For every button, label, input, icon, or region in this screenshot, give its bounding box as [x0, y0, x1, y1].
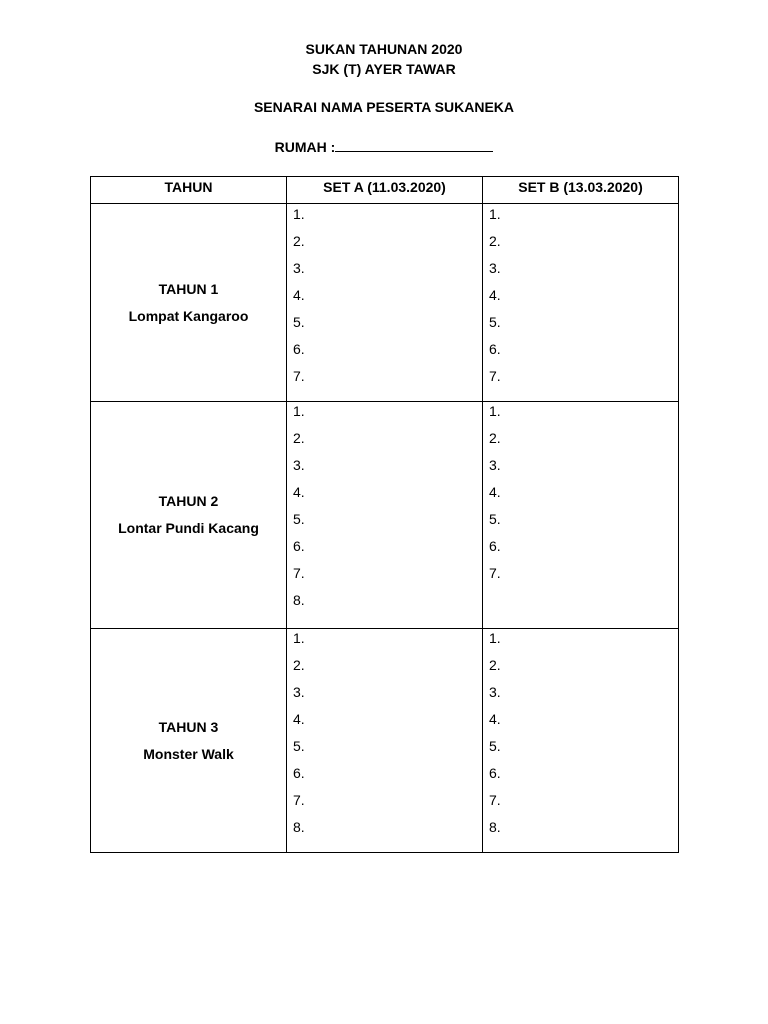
event-name: Lompat Kangaroo	[128, 307, 249, 324]
list-item: 4.	[489, 711, 501, 727]
list-item: 4.	[489, 484, 501, 500]
list-item: 7.	[293, 565, 305, 581]
list-item: 7.	[489, 565, 501, 581]
list-item: 3.	[489, 457, 501, 473]
set-b-cell	[483, 204, 679, 402]
list-item: 7.	[293, 368, 305, 384]
participant-list	[483, 402, 678, 591]
list-item: 6.	[489, 341, 501, 357]
set-b-cell	[483, 629, 679, 853]
participant-list	[287, 402, 482, 618]
list-item: 2.	[489, 430, 501, 446]
list-item: 2.	[293, 657, 305, 673]
list-item: 6.	[489, 765, 501, 781]
document-title: SUKAN TAHUNAN 2020	[305, 41, 463, 57]
list-item: 1.	[489, 206, 501, 222]
list-item: 7.	[293, 792, 305, 808]
table-row	[91, 629, 679, 853]
list-title: SENARAI NAMA PESERTA SUKANEKA	[253, 99, 515, 115]
list-item: 6.	[293, 341, 305, 357]
list-item: 8.	[489, 819, 501, 835]
participant-list	[483, 629, 678, 845]
table-row	[91, 204, 679, 402]
table-header-row	[91, 177, 679, 204]
event-name: Lontar Pundi Kacang	[118, 520, 259, 536]
list-item: 3.	[489, 260, 501, 276]
list-item: 5.	[489, 738, 501, 754]
list-item: 4.	[489, 287, 501, 303]
participant-list	[287, 204, 482, 394]
list-item: 4.	[293, 484, 305, 500]
list-item: 1.	[293, 630, 305, 646]
list-item: 6.	[293, 538, 305, 554]
list-item: 8.	[293, 592, 305, 608]
list-item: 7.	[489, 368, 501, 384]
list-item: 8.	[293, 819, 305, 835]
column-header-tahun: TAHUN	[91, 177, 287, 204]
category-cell	[91, 629, 287, 853]
list-item: 5.	[489, 314, 501, 330]
list-item: 3.	[293, 684, 305, 700]
list-item: 5.	[293, 314, 305, 330]
list-item: 4.	[293, 711, 305, 727]
category-label	[91, 276, 286, 330]
rumah-line	[0, 137, 768, 156]
column-header-set-b: SET B (13.03.2020)	[483, 177, 679, 204]
event-name: Monster Walk	[143, 745, 234, 762]
list-item: 1.	[293, 206, 305, 222]
list-item: 2.	[293, 233, 305, 249]
list-item: 5.	[293, 511, 305, 527]
list-item: 1.	[489, 403, 501, 419]
rumah-label: RUMAH :	[274, 139, 336, 155]
category-label	[91, 488, 286, 542]
category-label	[91, 714, 286, 768]
list-item: 5.	[293, 738, 305, 754]
list-item: 5.	[489, 511, 501, 527]
list-item: 3.	[489, 684, 501, 700]
list-item: 6.	[293, 765, 305, 781]
set-b-cell	[483, 402, 679, 629]
list-item: 1.	[489, 630, 501, 646]
participant-list	[287, 629, 482, 845]
category-cell	[91, 402, 287, 629]
column-header-set-a: SET A (11.03.2020)	[287, 177, 483, 204]
rumah-blank-field	[335, 137, 493, 152]
table-row	[91, 402, 679, 629]
set-a-cell	[287, 629, 483, 853]
set-a-cell	[287, 402, 483, 629]
list-item: 4.	[293, 287, 305, 303]
school-name: SJK (T) AYER TAWAR	[312, 61, 456, 77]
list-item: 2.	[489, 233, 501, 249]
list-item: 6.	[489, 538, 501, 554]
list-item: 3.	[293, 457, 305, 473]
list-item: 1.	[293, 403, 305, 419]
year-level: TAHUN 3	[158, 718, 219, 735]
set-a-cell	[287, 204, 483, 402]
year-level: TAHUN 1	[158, 280, 219, 297]
list-item: 3.	[293, 260, 305, 276]
participant-table	[90, 176, 679, 853]
list-item: 7.	[489, 792, 501, 808]
list-item: 2.	[489, 657, 501, 673]
year-level: TAHUN 2	[158, 493, 219, 509]
participant-list	[483, 204, 678, 394]
list-item: 2.	[293, 430, 305, 446]
category-cell	[91, 204, 287, 402]
